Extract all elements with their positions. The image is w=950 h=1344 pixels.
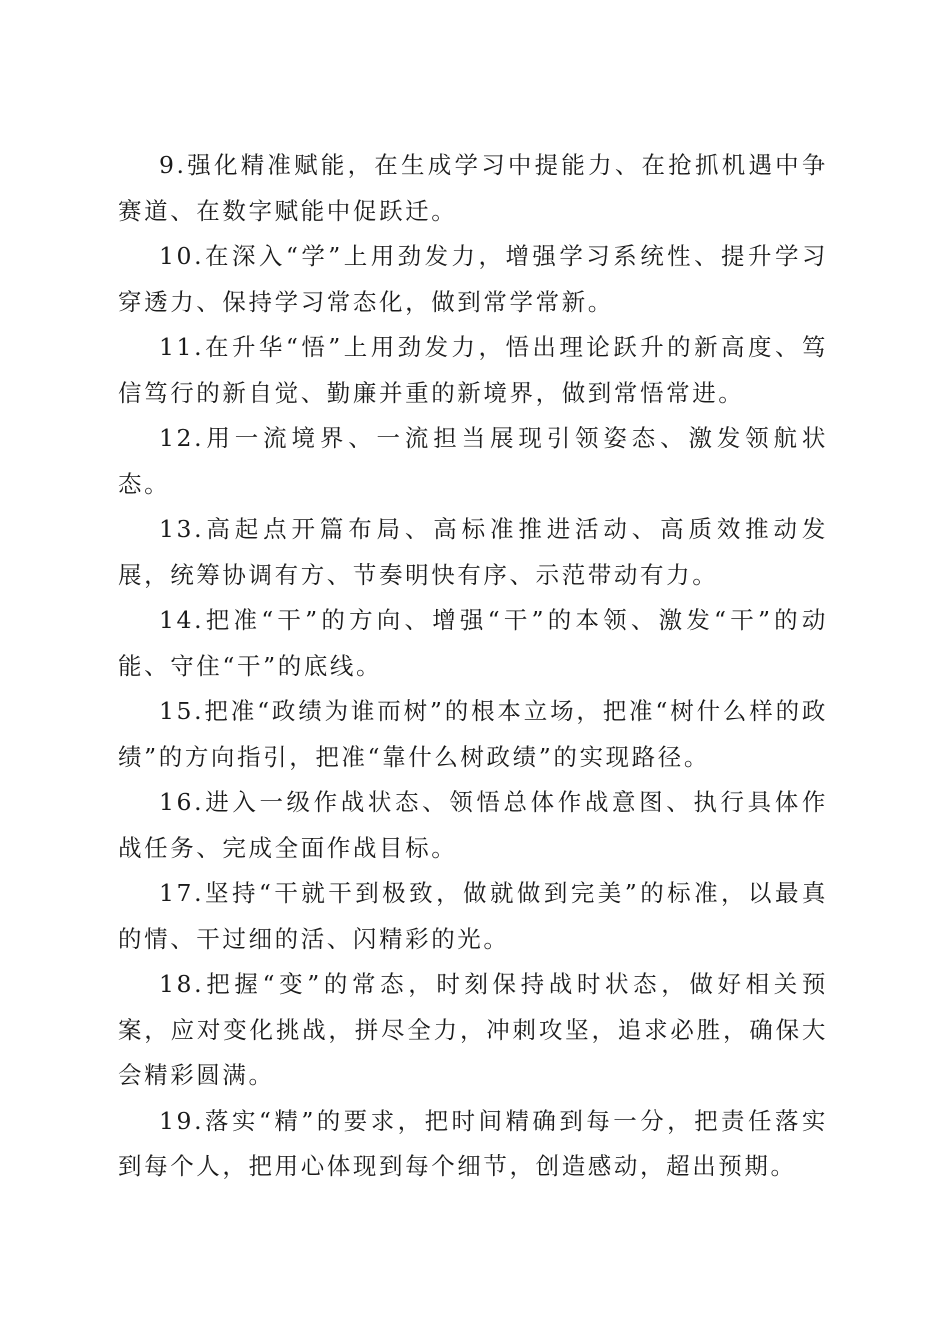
paragraph-17: 17.坚持“干就干到极致，做就做到完美”的标准，以最真的情、干过细的活、闪精彩的光。 [118,879,828,953]
paragraph-13: 13.高起点开篇布局、高标准推进活动、高质效推动发展，统筹协调有方、节奏明快有序、示范带动有力。 [118,515,828,589]
paragraph-14: 14.把准“干”的方向、增强“干”的本领、激发“干”的动能、守住“干”的底线。 [118,606,828,680]
document-body [118,143,828,1190]
paragraph-16: 16.进入一级作战状态、领悟总体作战意图、执行具体作战任务、完成全面作战目标。 [118,788,828,862]
paragraph-15: 15.把准“政绩为谁而树”的根本立场，把准“树什么样的政绩”的方向指引，把准“靠什么树政绩”的实现路径。 [118,697,828,771]
paragraph-19: 19.落实“精”的要求，把时间精确到每一分，把责任落实到每个人，把用心体现到每个细节，创造感动，超出预期。 [118,1106,828,1180]
paragraph-18: 18.把握“变”的常态，时刻保持战时状态，做好相关预案，应对变化挑战，拼尽全力，冲刺攻坚，追求必胜，确保大会精彩圆满。 [118,970,828,1089]
paragraph-9: 9.强化精准赋能，在生成学习中提能力、在抢抓机遇中争赛道、在数字赋能中促跃迁。 [118,151,828,225]
paragraph-11: 11.在升华“悟”上用劲发力，悟出理论跃升的新高度、笃信笃行的新自觉、勤廉并重的新境界，做到常悟常进。 [118,333,828,407]
paragraph-10: 10.在深入“学”上用劲发力，增强学习系统性、提升学习穿透力、保持学习常态化，做到常学常新。 [118,242,828,316]
paragraph-12: 12.用一流境界、一流担当展现引领姿态、激发领航状态。 [118,424,828,498]
